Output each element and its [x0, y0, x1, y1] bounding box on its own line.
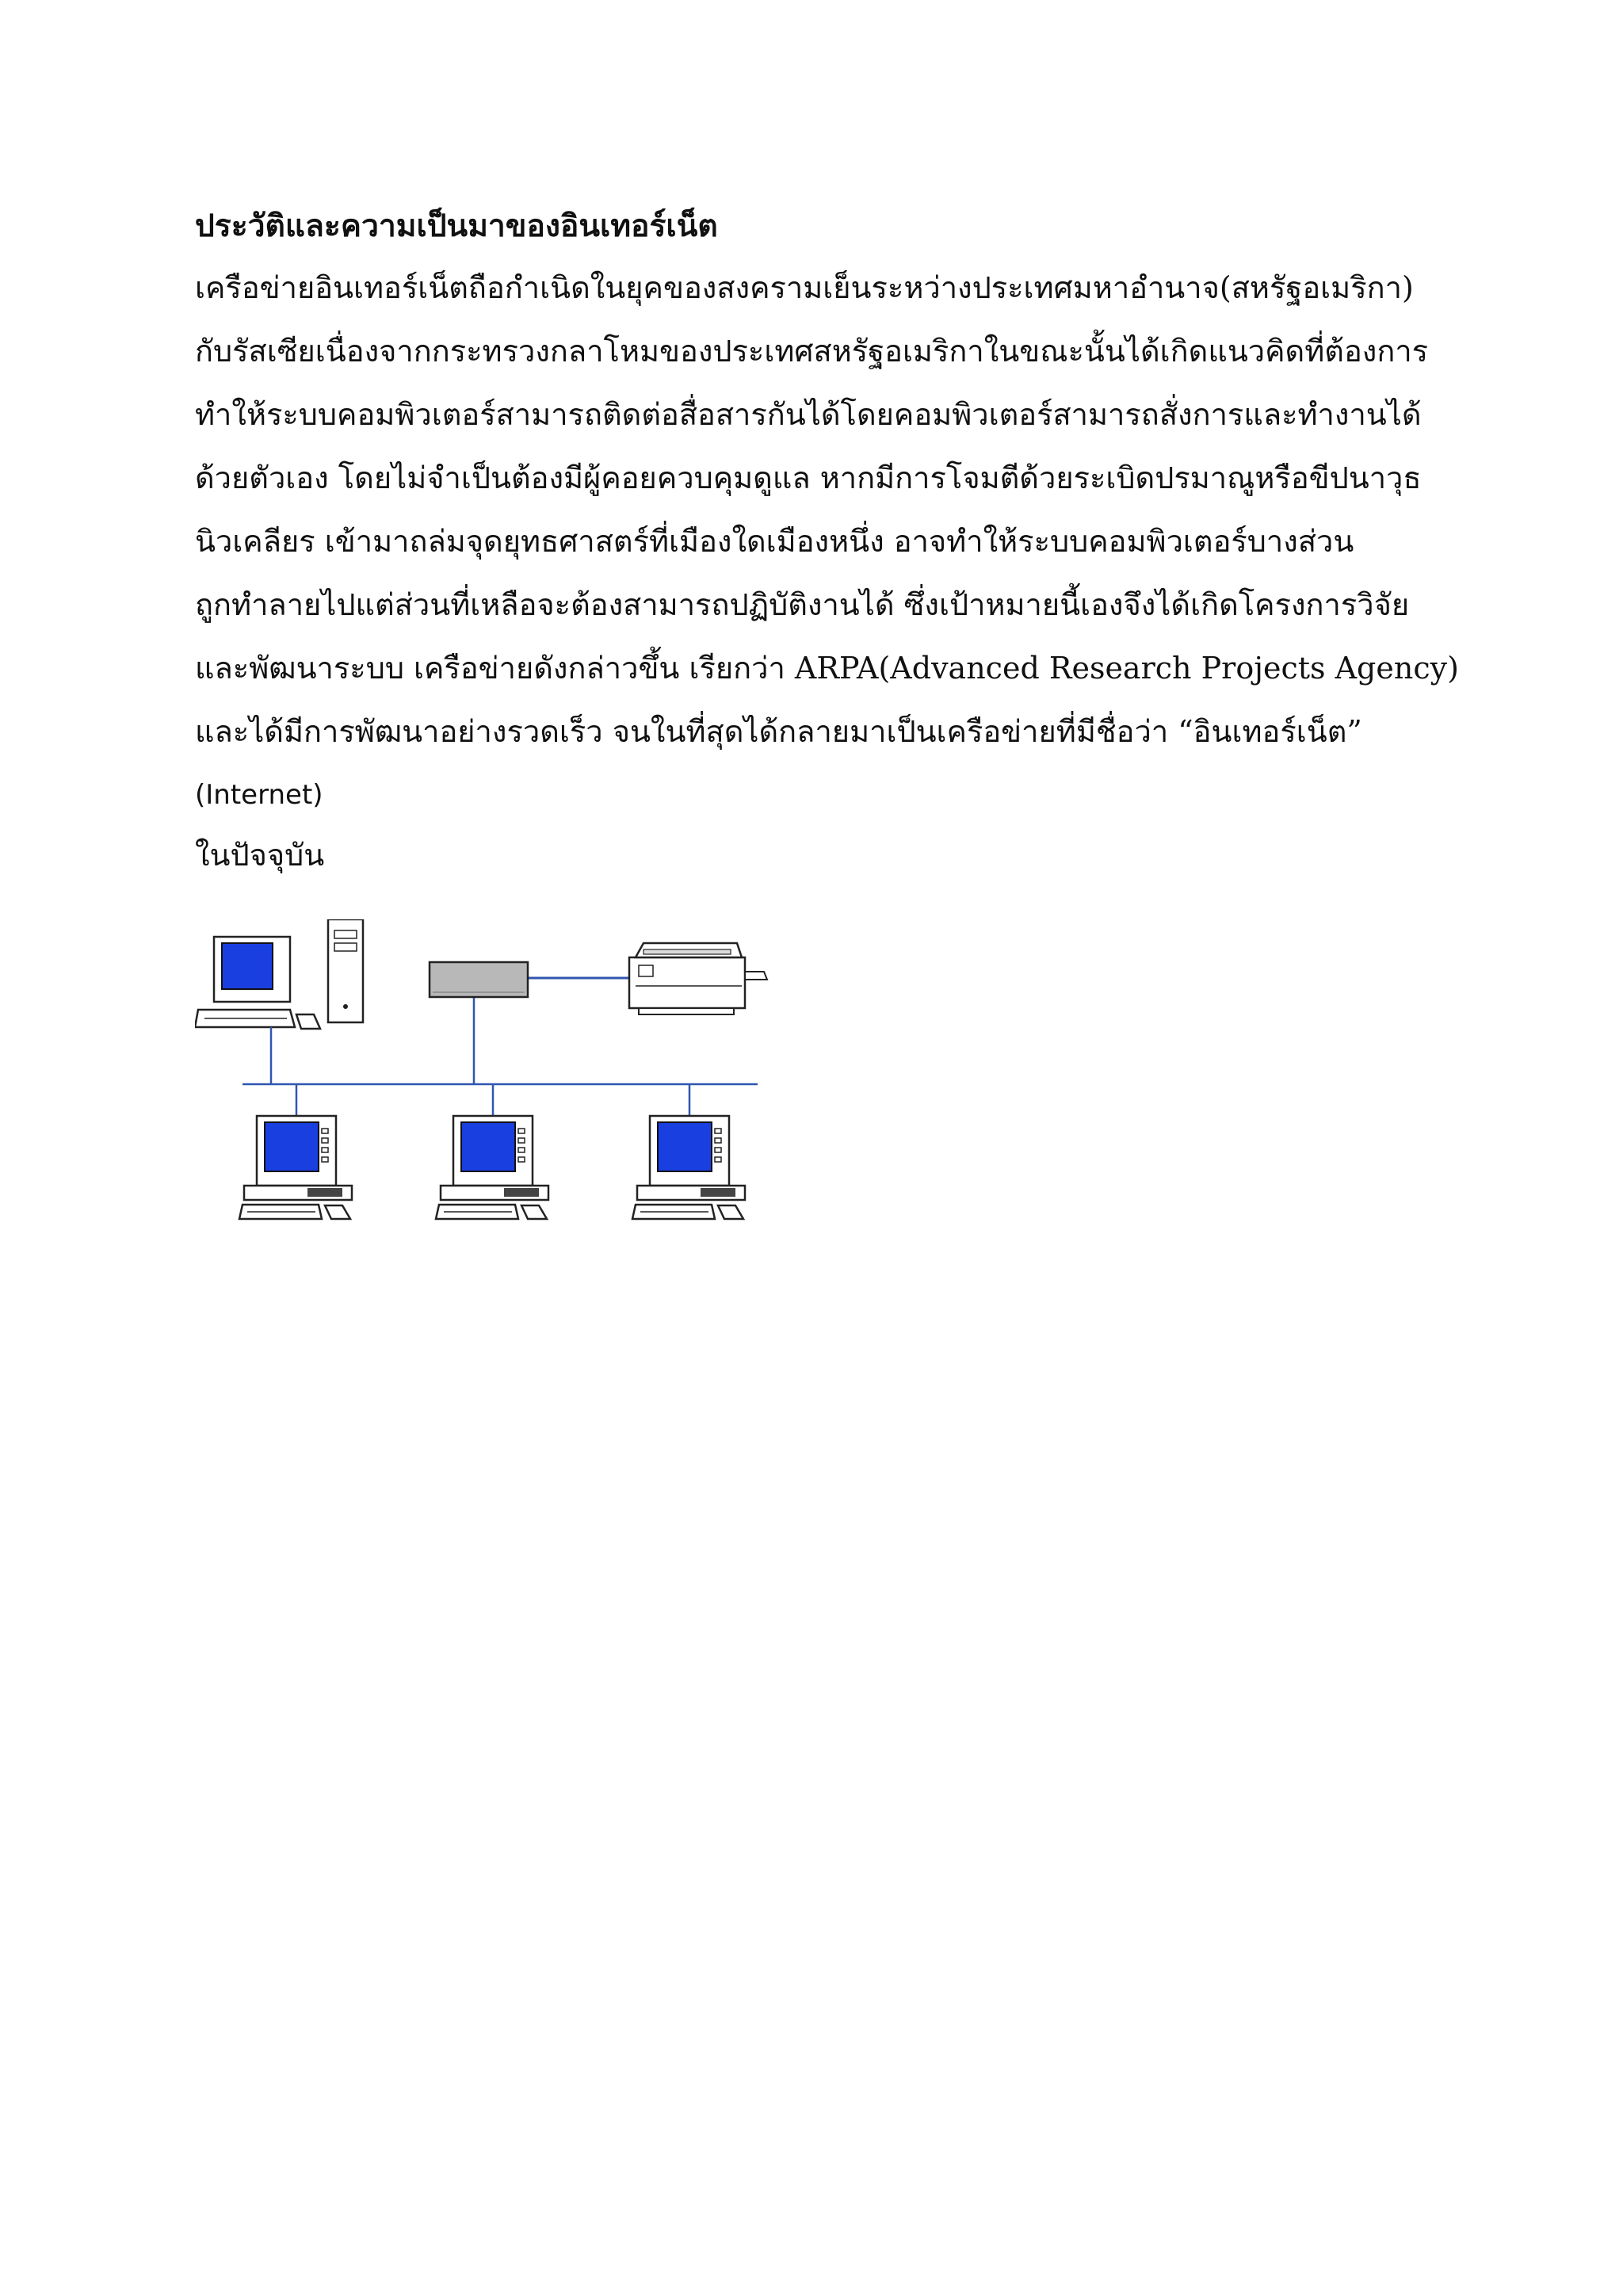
paragraph-line-6: ถูกทำลายไปแต่ส่วนที่เหลือจะต้องสามารถปฏิบัติงานได้ ซึ่งเป้าหมายนี้เองจึงได้เกิดโครงการวิจัย [195, 587, 1410, 622]
paragraph-line-2: กับรัสเซียเนื่องจากกระทรวงกลาโหมของประเทศสหรัฐอเมริกาในขณะนั้นได้เกิดแนวคิดที่ต้องการ [195, 334, 1429, 369]
printer-icon [629, 943, 767, 1014]
network-diagram [195, 919, 781, 1236]
workstation-computer-icon [239, 1116, 352, 1219]
network-hub-icon [430, 962, 528, 997]
server-computer-icon [195, 919, 363, 1037]
document-title: ประวัติและความเป็นมาของอินเทอร์เน็ต [195, 208, 718, 244]
paragraph-line-7: และพัฒนาระบบ เครือข่ายดังกล่าวขึ้น เรียกว่า ARPA(Advanced Research Projects Agency) [195, 651, 1459, 686]
paragraph-tail: (Internet) [195, 779, 323, 811]
subheading: ในปัจจุบัน [195, 838, 325, 873]
document-body [195, 202, 1459, 887]
paragraph-line-5: นิวเคลียร เข้ามาถล่มจุดยุทธศาสตร์ที่เมืองใดเมืองหนึ่ง อาจทำให้ระบบคอมพิวเตอร์บางส่วน [195, 524, 1354, 559]
paragraph-line-8: และได้มีการพัฒนาอย่างรวดเร็ว จนในที่สุดได้กลายมาเป็นเครือข่ายที่มีชื่อว่า “อินเทอร์เน็ต” [195, 714, 1362, 749]
workstation-computer-icon [632, 1116, 745, 1219]
network-diagram-svg [195, 919, 781, 1236]
paragraph-line-1: เครือข่ายอินเทอร์เน็ตถือกำเนิดในยุคของสงครามเย็นระหว่างประเทศมหาอำนาจ(สหรัฐอเมริกา) [195, 270, 1414, 305]
paragraph-line-4: ด้วยตัวเอง โดยไม่จำเป็นต้องมีผู้คอยควบคุมดูแล หากมีการโจมตีด้วยระเบิดปรมาณูหรือขีปนาวุธ [195, 460, 1422, 495]
workstation-computer-icon [436, 1116, 548, 1219]
paragraph-line-3: ทำให้ระบบคอมพิวเตอร์สามารถติดต่อสื่อสารกันได้โดยคอมพิวเตอร์สามารถสั่งการและทำงานได้ [195, 397, 1422, 432]
